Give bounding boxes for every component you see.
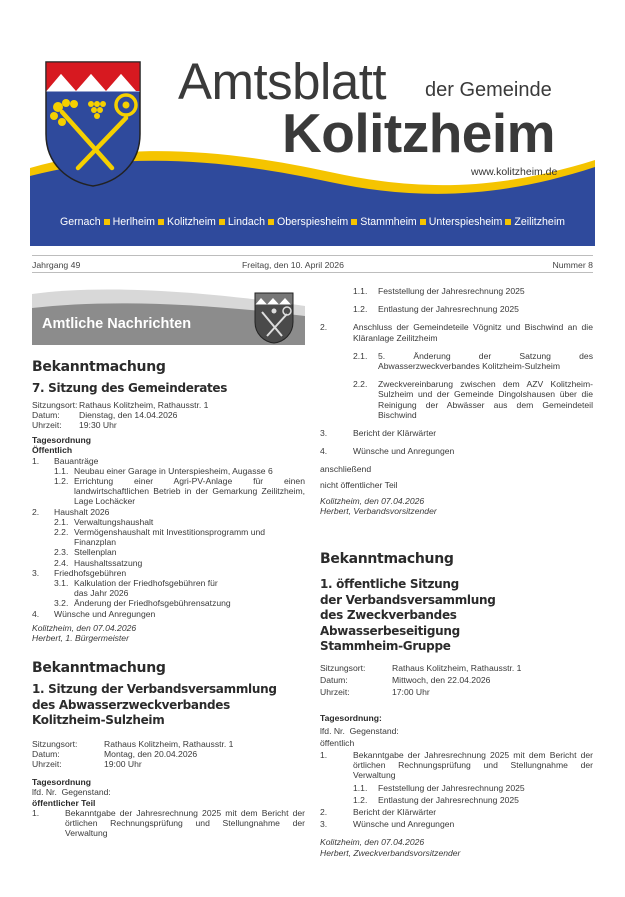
agenda-item: 1.1. Feststellung der Jahresrechnung 2025: [353, 782, 525, 793]
right-column: [320, 286, 593, 858]
public-label: Öffentlich: [32, 445, 73, 456]
agenda-item: 2. Haushalt 2026: [32, 506, 110, 517]
notice-title: des Zweckverbandes Abwasserbeseitigung: [320, 608, 460, 638]
agenda-item: 1. Bekanntgabe der Jahresrechnung 2025 mit dem Bericht der örtlichen Rechnungsprüfung und Stellungnahme der Verwaltung: [320, 749, 593, 781]
meta-row: Datum: Dienstag, den 14.04.2026: [32, 409, 178, 420]
agenda-item: 1. Bauanträge: [32, 455, 99, 466]
left-column: [32, 286, 305, 839]
agenda-label: Tagesordnung: [32, 435, 92, 446]
agenda-item: 2. Anschluss der Gemeindeteile Vögnitz und Bischwind an die Kläranlage Zeilitzheim: [320, 322, 593, 343]
square-bullet-icon: [505, 219, 511, 225]
notice-heading: Bekanntmachung: [32, 359, 166, 375]
agenda-item: 3.2. Änderung der Friedhofsgebührensatzung: [54, 598, 231, 609]
agenda-label: Tagesordnung: [32, 777, 92, 788]
agenda-item: 4. Wünsche und Anregungen: [32, 608, 156, 619]
village-name: Oberspiesheim: [277, 216, 349, 228]
signature: Herbert, 1. Bürgermeister: [32, 632, 129, 643]
signature: Herbert, Zweckverbandsvorsitzender: [320, 847, 461, 858]
masthead-town: Kolitzheim: [282, 102, 556, 164]
issue-info-bar: [32, 255, 593, 273]
notice-title: Stammheim-Gruppe: [320, 639, 451, 654]
village-list: [30, 216, 595, 228]
column-header: lfd. Nr. Gegenstand:: [320, 725, 399, 736]
agenda-item: 1.2. Entlastung der Jahresrechnung 2025: [353, 304, 519, 315]
village-name: Kolitzheim: [167, 216, 216, 228]
notice-heading: Bekanntmachung: [320, 551, 454, 568]
village-name: Lindach: [227, 216, 265, 228]
agenda-item: 2.3. Stellenplan: [54, 547, 117, 558]
website-link[interactable]: www.kolitzheim.de: [471, 166, 558, 178]
volume-label: Jahrgang 49: [32, 260, 81, 270]
agenda-item: 3. Wünsche und Anregungen: [320, 819, 455, 830]
place-date: Kolitzheim, den 07.04.2026: [32, 622, 137, 633]
place-date: Kolitzheim, den 07.04.2026: [320, 495, 425, 506]
notice-title: Kolitzheim-Sulzheim: [32, 713, 165, 728]
agenda-item: 2.1. 5. Änderung der Satzung des Abwasserzweckverbandes Kolitzheim-Sulzheim: [353, 350, 593, 372]
village-name: Unterspiesheim: [428, 216, 503, 228]
agenda-item: 2.4. Haushaltssatzung: [54, 557, 143, 568]
agenda-item: 2.1. Verwaltungshaushalt: [54, 516, 154, 527]
square-bullet-icon: [158, 219, 164, 225]
meta-row: Datum: Mittwoch, den 22.04.2026: [320, 674, 491, 685]
masthead-title: Amtsblatt: [178, 53, 387, 110]
notice-title: des Abwasserzweckverbandes: [32, 697, 230, 712]
agenda-item: 4. Wünsche und Anregungen: [320, 446, 455, 457]
square-bullet-icon: [351, 219, 357, 225]
square-bullet-icon: [420, 219, 426, 225]
afterwards-label: anschließend: [320, 464, 372, 475]
place-date: Kolitzheim, den 07.04.2026: [320, 837, 425, 848]
public-label: öffentlicher Teil: [32, 797, 96, 808]
agenda-item: 2.2. Zweckvereinbarung zwischen dem AZV Kolitzheim-Sulzheim und der Gemeinde Dingolshausen über die Reinigung der Abwässer aus dem Gemeindeteil Bischwind: [353, 379, 593, 420]
meta-row: Datum: Montag, den 20.04.2026: [32, 748, 198, 759]
meta-row: Sitzungsort: Rathaus Kolitzheim, Rathausstr. 1: [32, 738, 234, 749]
meta-row: Sitzungsort: Rathaus Kolitzheim, Rathausstr. 1: [32, 399, 209, 410]
village-name: Herlheim: [112, 216, 156, 228]
agenda-item: 2.2. Vermögenshaushalt mit Investitionsprogramm und Finanzplan: [54, 526, 266, 548]
notice-title: der Verbandsversammlung: [320, 592, 496, 607]
agenda-item: 1. Bekanntgabe der Jahresrechnung 2025 mit dem Bericht der örtlichen Rechnungsprüfung und Stellungnahme der Verwaltung: [32, 807, 305, 839]
agenda-label: Tagesordnung:: [320, 713, 382, 724]
nonpublic-label: nicht öffentlicher Teil: [320, 480, 398, 491]
village-name: Zeilitzheim: [514, 216, 566, 228]
meta-row: Uhrzeit: 19:00 Uhr: [32, 759, 142, 770]
square-bullet-icon: [268, 219, 274, 225]
meta-row: Uhrzeit: 19:30 Uhr: [32, 419, 117, 430]
square-bullet-icon: [219, 219, 225, 225]
public-label: öffentlich: [320, 737, 355, 748]
signature: Herbert, Verbandsvorsitzender: [320, 506, 437, 517]
agenda-item: 1.2. Entlastung der Jahresrechnung 2025: [353, 794, 519, 805]
column-header: lfd. Nr. Gegenstand:: [32, 787, 111, 798]
coat-of-arms-icon: [254, 292, 294, 344]
issue-date: Freitag, den 10. April 2026: [242, 260, 344, 270]
meta-row: Sitzungsort: Rathaus Kolitzheim, Rathausstr. 1: [320, 662, 522, 673]
notice-title: 1. Sitzung der Verbandsversammlung: [32, 682, 277, 697]
section-title: Amtliche Nachrichten: [42, 316, 192, 332]
notice-title: 7. Sitzung des Gemeinderates: [32, 381, 228, 395]
meta-row: Uhrzeit: 17:00 Uhr: [320, 687, 430, 698]
notice-title: 1. öffentliche Sitzung: [320, 577, 459, 592]
agenda-item: 1.2. Errichtung einer Agri-PV-Anlage für einen landwirtschaftlichen Betrieb in der Gemarkung Zeilitzheim, Lage Lochäcker: [54, 475, 305, 507]
square-bullet-icon: [104, 219, 110, 225]
agenda-item: 1.1. Neubau einer Garage in Unterspiesheim, Augasse 6: [54, 465, 273, 476]
section-banner: [32, 286, 305, 345]
masthead: [30, 50, 595, 246]
agenda-item: 3.1. Kalkulation der Friedhofsgebühren für das Jahr 2026: [54, 577, 218, 599]
village-name: Stammheim: [360, 216, 417, 228]
agenda-item: 2. Bericht der Klärwärter: [320, 806, 437, 817]
agenda-item: 3. Friedhofsgebühren: [32, 567, 127, 578]
issue-number: Nummer 8: [552, 260, 593, 270]
agenda-item: 3. Bericht der Klärwärter: [320, 428, 437, 439]
notice-heading: Bekanntmachung: [32, 660, 166, 677]
village-name: Gernach: [59, 216, 101, 228]
agenda-item: 1.1. Feststellung der Jahresrechnung 2025: [353, 286, 525, 296]
coat-of-arms-icon: [44, 60, 142, 188]
masthead-subtitle: der Gemeinde: [425, 79, 552, 101]
